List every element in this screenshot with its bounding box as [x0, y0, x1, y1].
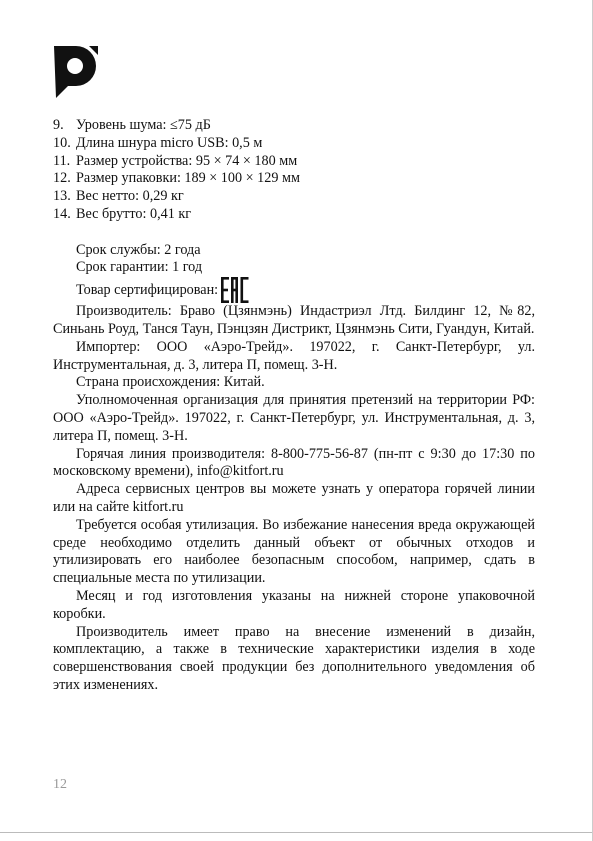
eac-mark-icon [221, 277, 249, 303]
list-item [53, 188, 535, 206]
paragraph-disposal: Требуется особая утилизация. Во избежание нанесения вреда окружающей среде необходимо отделить данный объект от обычных отходов и утилизировать его наиболее безопасным способом, например, сдать в специальные места по утилизации. [53, 516, 535, 587]
list-item [53, 117, 535, 135]
paragraph-importer: Импортер: ООО «Аэро-Трейд». 197022, г. Санкт-Петербург, ул. Инструментальная, д. 3, литера П, помещ. 3-Н. [53, 338, 535, 373]
brand-logo-icon [52, 44, 98, 98]
certification-line [53, 277, 535, 303]
list-text: Длина шнура micro USB: 0,5 м [76, 134, 263, 151]
list-text: Уровень шума: ≤75 дБ [76, 117, 211, 133]
list-number: 14. [53, 205, 71, 222]
list-item [53, 153, 535, 171]
paragraph-origin: Страна происхождения: Китай. [76, 374, 265, 391]
list-item [53, 170, 535, 188]
paragraph-hotline: Горячая линия производителя: 8-800-775-56-87 (пн-пт с 9:30 до 17:30 по московскому времени), info@kitfort.ru [53, 445, 535, 480]
warranty: Срок гарантии: 1 год [76, 259, 203, 276]
document-body [53, 117, 535, 695]
paragraph-manufacturer: Производитель: Браво (Цзянмэнь) Индастриэл Лтд. Билдинг 12, №82, Синьань Роуд, Танся Таун, Пэнцзян Дистрикт, Цзянмэнь Сити, Гуандун, Китай. [53, 303, 535, 337]
paragraph-service-centers: Адреса сервисных центров вы можете узнать у оператора горячей линии или на сайте kitfort.ru [53, 481, 535, 515]
list-item [53, 135, 535, 153]
list-number: 13. [53, 188, 71, 205]
list-number: 12. [53, 170, 71, 187]
paragraph-authorized-org: Уполномоченная организация для принятия претензий на территории РФ: ООО «Аэро-Трейд». 197022, г. Санкт-Петербург, ул. Инструментальная, д. 3, литера П, помещ. 3-Н. [53, 392, 535, 444]
list-number: 11. [53, 152, 71, 169]
specs-list [53, 117, 535, 224]
spacer [53, 224, 535, 242]
page-number: 12 [53, 777, 67, 792]
list-text: Размер упаковки: 189 × 100 × 129 мм [76, 170, 300, 187]
page-bottom-border [0, 832, 593, 833]
paragraph-changes-notice: Производитель имеет право на внесение изменений в дизайн, комплектацию, а также в технические характеристики изделия в ходе совершенствования своей продукции без дополнительного уведомления об этих изменениях. [53, 623, 535, 693]
list-text: Вес брутто: 0,41 кг [76, 205, 192, 222]
list-text: Размер устройства: 95 × 74 × 180 мм [76, 152, 298, 169]
list-item [53, 206, 535, 224]
service-life: Срок службы: 2 года [76, 241, 201, 258]
paragraph-manufacture-date: Месяц и год изготовления указаны на нижней стороне упаковочной коробки. [53, 587, 535, 622]
list-number: 9. [53, 117, 64, 133]
list-number: 10. [53, 134, 71, 151]
list-text: Вес нетто: 0,29 кг [76, 188, 184, 205]
certification-label: Товар сертифицирован: [76, 282, 219, 299]
